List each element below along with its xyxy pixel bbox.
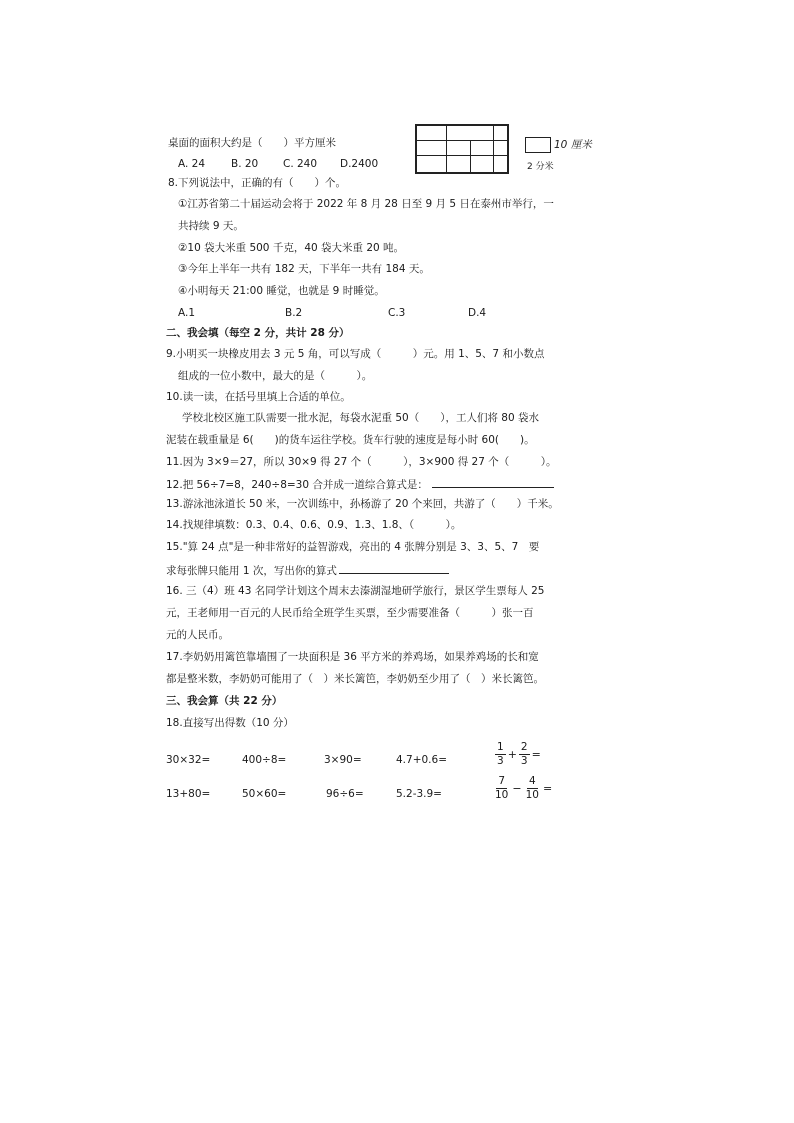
section-3-title: 三、我会算（共 22 分） xyxy=(166,695,283,707)
q15-text: 求每张牌只能用 1 次，写出你的算式 xyxy=(166,565,337,577)
q15-line-1: 15."算 24 点"是一种非常好的益智游戏，亮出的 4 张牌分别是 3、3、5、7 要 xyxy=(166,541,540,553)
q10-line-2: 泥装在载重量是 6( )的货车运往学校。货车行驶的速度是每小时 60( )。 xyxy=(166,434,535,446)
calc-r1-c2: 400÷8= xyxy=(242,754,287,766)
unit-sub-label: 2 分米 xyxy=(527,162,554,172)
q13: 13.游泳池泳道长 50 米，一次训练中，孙杨游了 20 个来回，共游了（ ）千米。 xyxy=(166,498,559,510)
calc-fraction-1: $\frac{1}{3}$ + $\frac{2}{3}$ = xyxy=(497,741,541,767)
q7-option-a: A. 24 xyxy=(178,158,206,170)
calc-r2-c2: 50×60= xyxy=(242,788,287,800)
q10-title: 10.读一读，在括号里填上合适的单位。 xyxy=(166,391,351,403)
q7-option-c: C. 240 xyxy=(283,158,318,170)
q8-statement-1: ①江苏省第二十届运动会将于 2022 年 8 月 28 日至 9 月 5 日在泰州市举行，一 xyxy=(178,198,554,210)
q12-text: 12.把 56÷7=8，240÷8=30 合并成一道综合算式是： xyxy=(166,479,428,491)
calc-fraction-2: $\frac{7}{10}$ − $\frac{4}{10}$ = xyxy=(495,775,553,801)
q8-option-a: A.1 xyxy=(178,307,196,319)
unit-label: 10 厘米 xyxy=(554,139,592,151)
q8-statement-2: ②10 袋大米重 500 千克，40 袋大米重 20 吨。 xyxy=(178,242,405,254)
calc-r1-c3: 3×90= xyxy=(324,754,362,766)
q16-line-3: 元的人民币。 xyxy=(166,629,229,641)
q8-statement-3: ③今年上半年一共有 182 天，下半年一共有 184 天。 xyxy=(178,263,430,275)
q18-title: 18.直接写出得数（10 分） xyxy=(166,717,294,729)
q15-answer-blank[interactable] xyxy=(339,562,449,574)
q12 xyxy=(166,476,554,492)
calc-r2-c4: 5.2-3.9= xyxy=(396,788,442,800)
q11: 11.因为 3×9＝27，所以 30×9 得 27 个（ ），3×900 得 27 个（ ）。 xyxy=(166,456,557,468)
q12-answer-blank[interactable] xyxy=(432,476,554,488)
q7-option-b: B. 20 xyxy=(231,158,259,170)
q17-line-2: 都是整米数，李奶奶可能用了（ ）米长篱笆，李奶奶至少用了（ ）米长篱笆。 xyxy=(166,673,544,685)
q16-line-1: 16. 三（4）班 43 名同学计划这个周末去溱湖湿地研学旅行，景区学生票每人 25 xyxy=(166,585,545,597)
calc-r2-c3: 96÷6= xyxy=(326,788,364,800)
q8-option-c: C.3 xyxy=(388,307,406,319)
q7-stem: 桌面的面积大约是（ ）平方厘米 xyxy=(168,137,336,149)
q16-line-2: 元，王老师用一百元的人民币给全班学生买票，至少需要准备（ ）张一百 xyxy=(166,607,534,619)
q8-option-b: B.2 xyxy=(285,307,303,319)
unit-square-figure xyxy=(525,137,551,153)
q8-option-d: D.4 xyxy=(468,307,487,319)
q8-statement-1-cont: 共持续 9 天。 xyxy=(178,220,244,232)
q9-line-2: 组成的一位小数中，最大的是（ ）。 xyxy=(178,370,373,382)
q14: 14.找规律填数：0.3、0.4、0.6、0.9、1.3、1.8、（ ）。 xyxy=(166,519,462,531)
calc-r1-c4: 4.7+0.6= xyxy=(396,754,447,766)
calc-r2-c1: 13+80= xyxy=(166,788,211,800)
q8-stem: 8.下列说法中，正确的有（ ）个。 xyxy=(168,177,347,189)
q9-line-1: 9.小明买一块橡皮用去 3 元 5 角，可以写成（ ）元。用 1、5、7 和小数点 xyxy=(166,348,545,360)
calc-r1-c1: 30×32= xyxy=(166,754,211,766)
q7-option-d: D.2400 xyxy=(340,158,379,170)
desk-grid-figure xyxy=(415,124,509,174)
q8-statement-4: ④小明每天 21:00 睡觉，也就是 9 时睡觉。 xyxy=(178,285,385,297)
q17-line-1: 17.李奶奶用篱笆靠墙围了一块面积是 36 平方米的养鸡场，如果养鸡场的长和宽 xyxy=(166,651,539,663)
q15-line-2 xyxy=(166,562,449,578)
section-2-title: 二、我会填（每空 2 分，共计 28 分） xyxy=(166,327,350,339)
q10-line-1: 学校北校区施工队需要一批水泥，每袋水泥重 50（ ），工人们将 80 袋水 xyxy=(182,412,539,424)
